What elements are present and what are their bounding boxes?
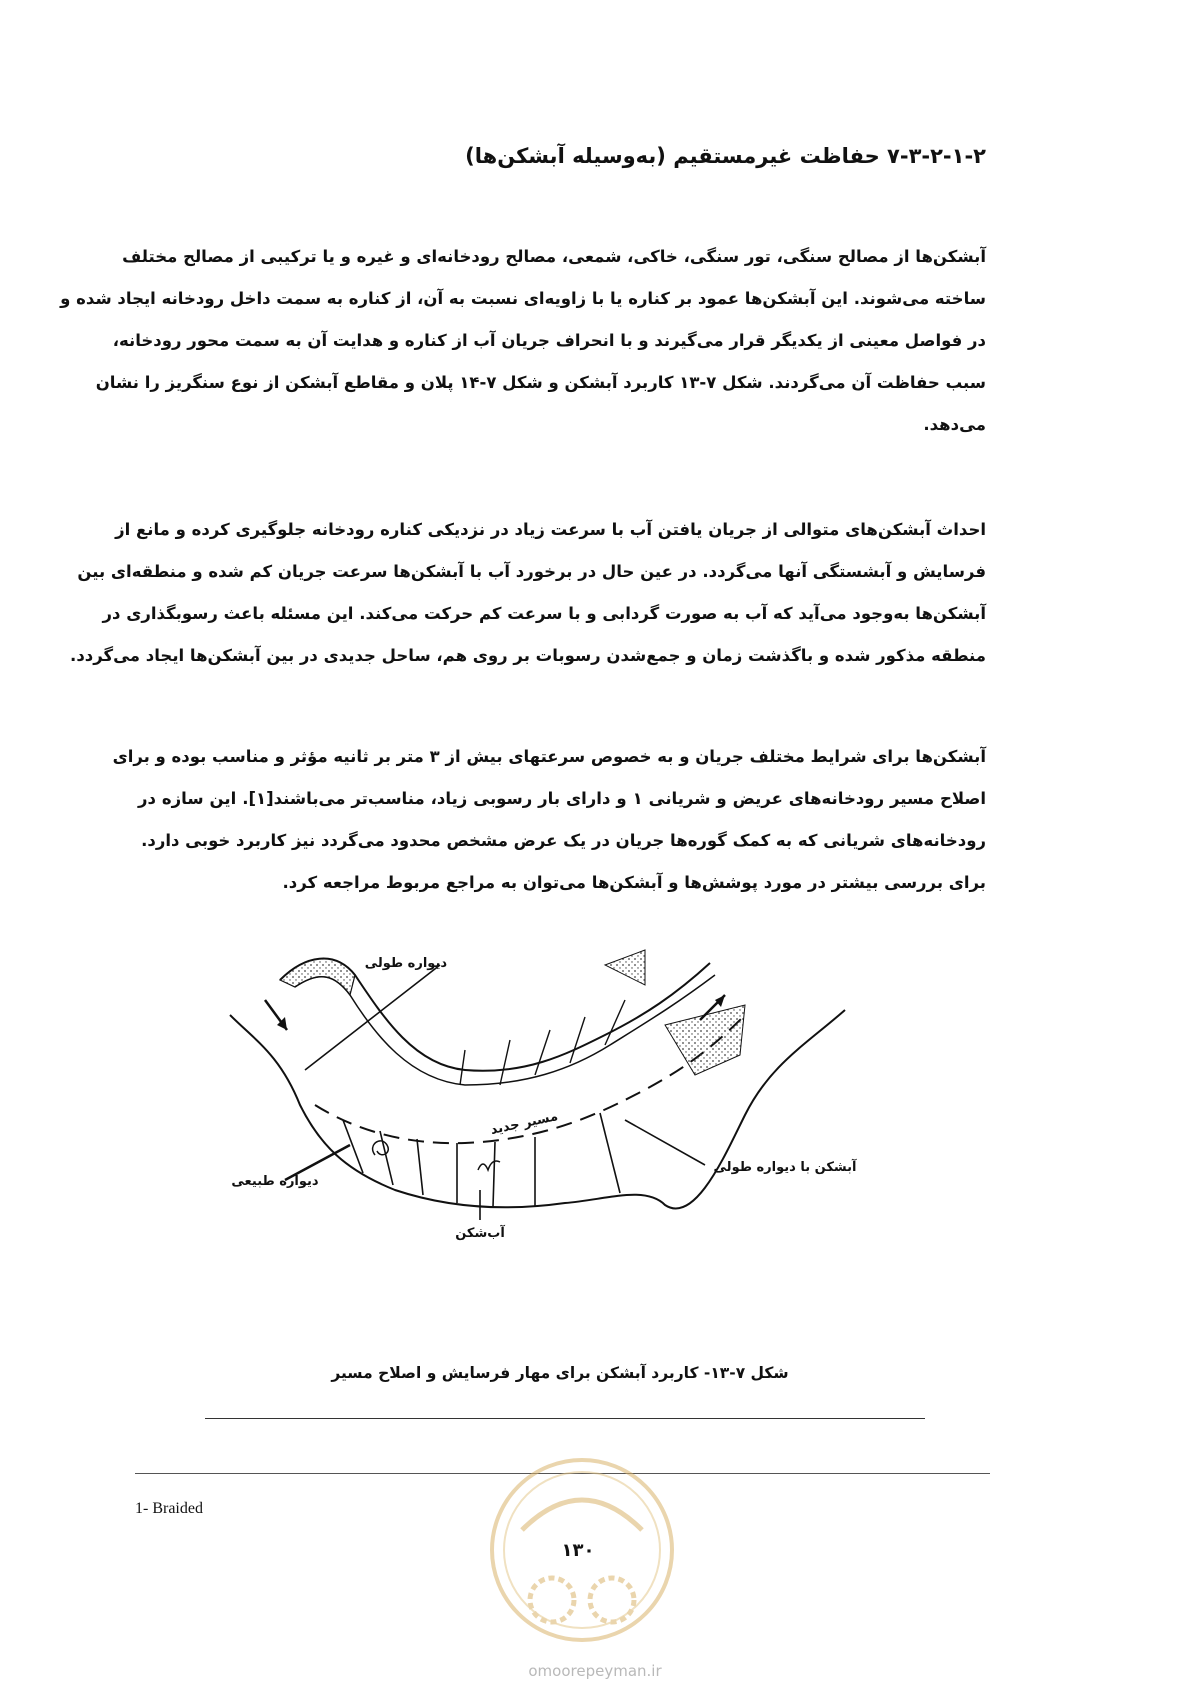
- paragraph-line: سبب حفاظت آن می‌گردند. شکل ۷-۱۳ کاربرد آبشکن و شکل ۷-۱۴ پلان و مقاطع آبشکن از نوع سنگریز را نشان: [95, 373, 986, 392]
- eddy-symbol: [373, 1141, 389, 1155]
- groyne-line: [535, 1030, 550, 1075]
- label-natural-wall: دیواره طبیعی: [231, 1174, 319, 1189]
- longitudinal-wall: [280, 959, 355, 995]
- groyne-figure: [225, 945, 965, 1325]
- label-new-path: مسیر جدید: [489, 1109, 560, 1139]
- paragraph-line: منطقه مذکور شده و باگذشت زمان و جمع‌شدن رسوبات بر روی هم، ساحل جدیدی در بین آبشکن‌ها ایجاد می‌گردد.: [70, 646, 986, 665]
- paragraph-line: ساخته می‌شوند. این آبشکن‌ها عمود بر کناره یا با زاویه‌ای نسبت به آن، از کناره به سمت داخل رودخانه ایجاد شده و: [60, 289, 986, 308]
- watermark-site: omoorepeyman.ir: [528, 1662, 662, 1680]
- groyne-line: [600, 1113, 620, 1193]
- label-groyne-with-wall: آبشکن با دیواره طولی: [713, 1160, 857, 1175]
- groyne-line: [500, 1040, 510, 1085]
- figure-caption: شکل ۷-۱۳- کاربرد آبشکن برای مهار فرسایش و اصلاح مسیر: [331, 1364, 789, 1382]
- sediment-deposit: [605, 950, 645, 985]
- groyne-line: [570, 1017, 585, 1063]
- label-longitudinal-wall: دیواره طولی: [364, 956, 447, 971]
- paragraph-line: در فواصل معینی از یکدیگر قرار می‌گیرند و با انحراف جریان آب از کناره و هدایت آن به سمت محور رودخانه،: [112, 331, 986, 350]
- page-number: ۱۳۰: [561, 1540, 595, 1561]
- caption-divider: [205, 1418, 925, 1419]
- paragraph-line: آبشکن‌ها برای شرایط مختلف جریان و به خصوص سرعتهای بیش از ۳ متر بر ثانیه مؤثر و مناسب بوده و برای: [112, 747, 986, 766]
- paragraph-line: می‌دهد.: [923, 415, 986, 434]
- paragraph-line: برای بررسی بیشتر در مورد پوشش‌ها و آبشکن‌ها می‌توان به مراجع مربوط مراجعه کرد.: [282, 873, 986, 892]
- eddy-symbol: [478, 1161, 500, 1170]
- paragraph-line: آبشکن‌ها از مصالح سنگی، تور سنگی، خاکی، شمعی، مصالح رودخانه‌ای و غیره و یا ترکیبی از مصالح مختلف: [122, 247, 986, 266]
- paragraph-2: [70, 509, 986, 677]
- groyne-line: [460, 1050, 465, 1085]
- section-heading: ۷-۳-۲-۱-۲ حفاظت غیرمستقیم (به‌وسیله آبشکن‌ها): [465, 144, 986, 168]
- pointer-groyne-with-wall: [625, 1120, 705, 1165]
- groyne-line: [380, 1131, 393, 1185]
- groyne-line: [493, 1142, 495, 1207]
- groyne-line: [417, 1139, 423, 1195]
- paragraph-1: [60, 236, 986, 446]
- paragraph-line: آبشکن‌ها به‌وجود می‌آید که آب به صورت گردابی و با سرعت کم حرکت می‌کند. این مسئله باعث رسوبگذاری در: [102, 604, 986, 623]
- label-groyne: آب‌شکن: [455, 1226, 505, 1241]
- paragraph-line: احداث آبشکن‌های متوالی از جریان یافتن آب با سرعت زیاد در نزدیکی کناره رودخانه جلوگیری کرده و مانع از: [115, 520, 986, 539]
- paragraph-line: فرسایش و آبشستگی آنها می‌گردد. در عین حال در برخورد آب با آبشکن‌ها سرعت جریان کم شده و منطقه‌ای بین: [77, 562, 986, 581]
- paragraph-line: اصلاح مسیر رودخانه‌های عریض و شریانی ۱ و دارای بار رسوبی زیاد، مناسب‌تر می‌باشند[۱]. این سازه در: [138, 789, 987, 808]
- pointer-longitudinal-wall: [305, 965, 440, 1070]
- inner-bank-line-2: [295, 975, 715, 1085]
- paragraph-line: رودخانه‌های شریانی که به کمک گوره‌ها جریان در یک عرض مشخص محدود می‌گردد نیز کاربرد خوبی دارد.: [141, 831, 986, 850]
- footnote: 1- Braided: [135, 1500, 203, 1517]
- river-groyne-diagram: [225, 945, 965, 1325]
- paragraph-3: [112, 736, 987, 904]
